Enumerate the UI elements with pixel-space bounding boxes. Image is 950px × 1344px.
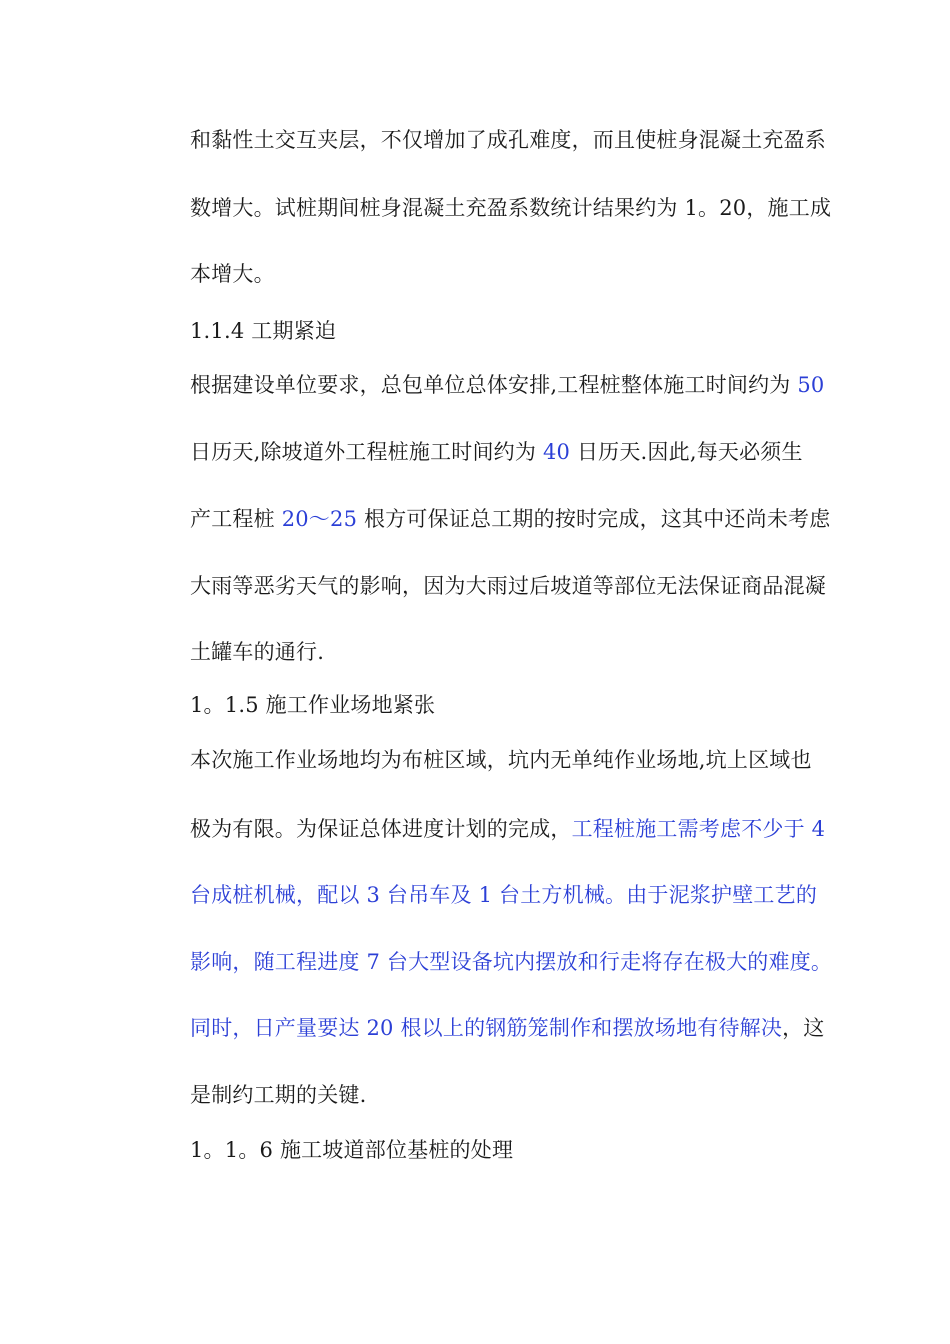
paragraph-line [190,125,826,155]
section-heading [190,690,435,720]
heading-text: 1。1。6 施工坡道部位基桩的处理 [190,1138,514,1162]
paragraph-line [190,370,824,400]
text-segment: 本增大。 [190,262,275,286]
text-segment: 日历天.因此,每天必须生 [570,440,803,464]
heading-text: 1。1.5 施工作业场地紧张 [190,693,436,717]
text-segment: 产工程桩 [190,507,282,531]
paragraph-line [190,1080,366,1110]
text-segment: 和黏性土交互夹层，不仅增加了成孔难度，而且使桩身混凝土充盈系 [190,128,826,152]
text-segment: 大雨等恶劣天气的影响，因为大雨过后坡道等部位无法保证商品混凝 [190,574,826,598]
highlighted-text: 同时，日产量要达 20 根以上的钢筋笼制作和摆放场地有待解决 [190,1016,783,1040]
highlighted-number: 40 [542,440,571,464]
text-segment: ，这 [782,1016,825,1040]
paragraph-line [190,1013,824,1043]
highlighted-text: 工程桩施工需考虑不少于 4 [571,817,826,841]
highlighted-text: 台成桩机械，配以 3 台吊车及 1 台土方机械。由于泥浆护壁工艺的 [190,883,818,907]
paragraph-line [190,259,275,289]
text-segment: 土罐车的通行. [190,640,325,664]
text-segment: 本次施工作业场地均为布桩区域，坑内无单纯作业场地,坑上区域也 [190,748,812,772]
text-segment: 数增大。试桩期间桩身混凝土充盈系数统计结果约为 1。20，施工成 [190,196,832,220]
paragraph-line [190,814,825,844]
highlighted-number: 50 [797,373,825,397]
text-segment: 极为有限。为保证总体进度计划的完成， [190,817,572,841]
paragraph-line [190,437,803,467]
paragraph-line [190,880,817,910]
highlighted-number: 20～25 [281,507,358,531]
paragraph-line [190,637,324,667]
paragraph-line [190,571,826,601]
text-segment: 日历天,除坡道外工程桩施工时间约为 [190,440,543,464]
text-segment: 根方可保证总工期的按时完成，这其中还尚未考虑 [357,507,831,531]
paragraph-line [190,193,831,223]
highlighted-text: 影响，随工程进度 7 台大型设备坑内摆放和行走将存在极大的难度。 [190,950,833,974]
section-heading [190,316,336,346]
heading-text: 1.1.4 工期紧迫 [190,319,337,343]
text-segment: 根据建设单位要求，总包单位总体安排,工程桩整体施工时间约为 [190,373,798,397]
text-segment: 是制约工期的关键. [190,1083,367,1107]
paragraph-line [190,947,832,977]
paragraph-line [190,504,830,534]
section-heading [190,1135,513,1165]
paragraph-line [190,745,812,775]
